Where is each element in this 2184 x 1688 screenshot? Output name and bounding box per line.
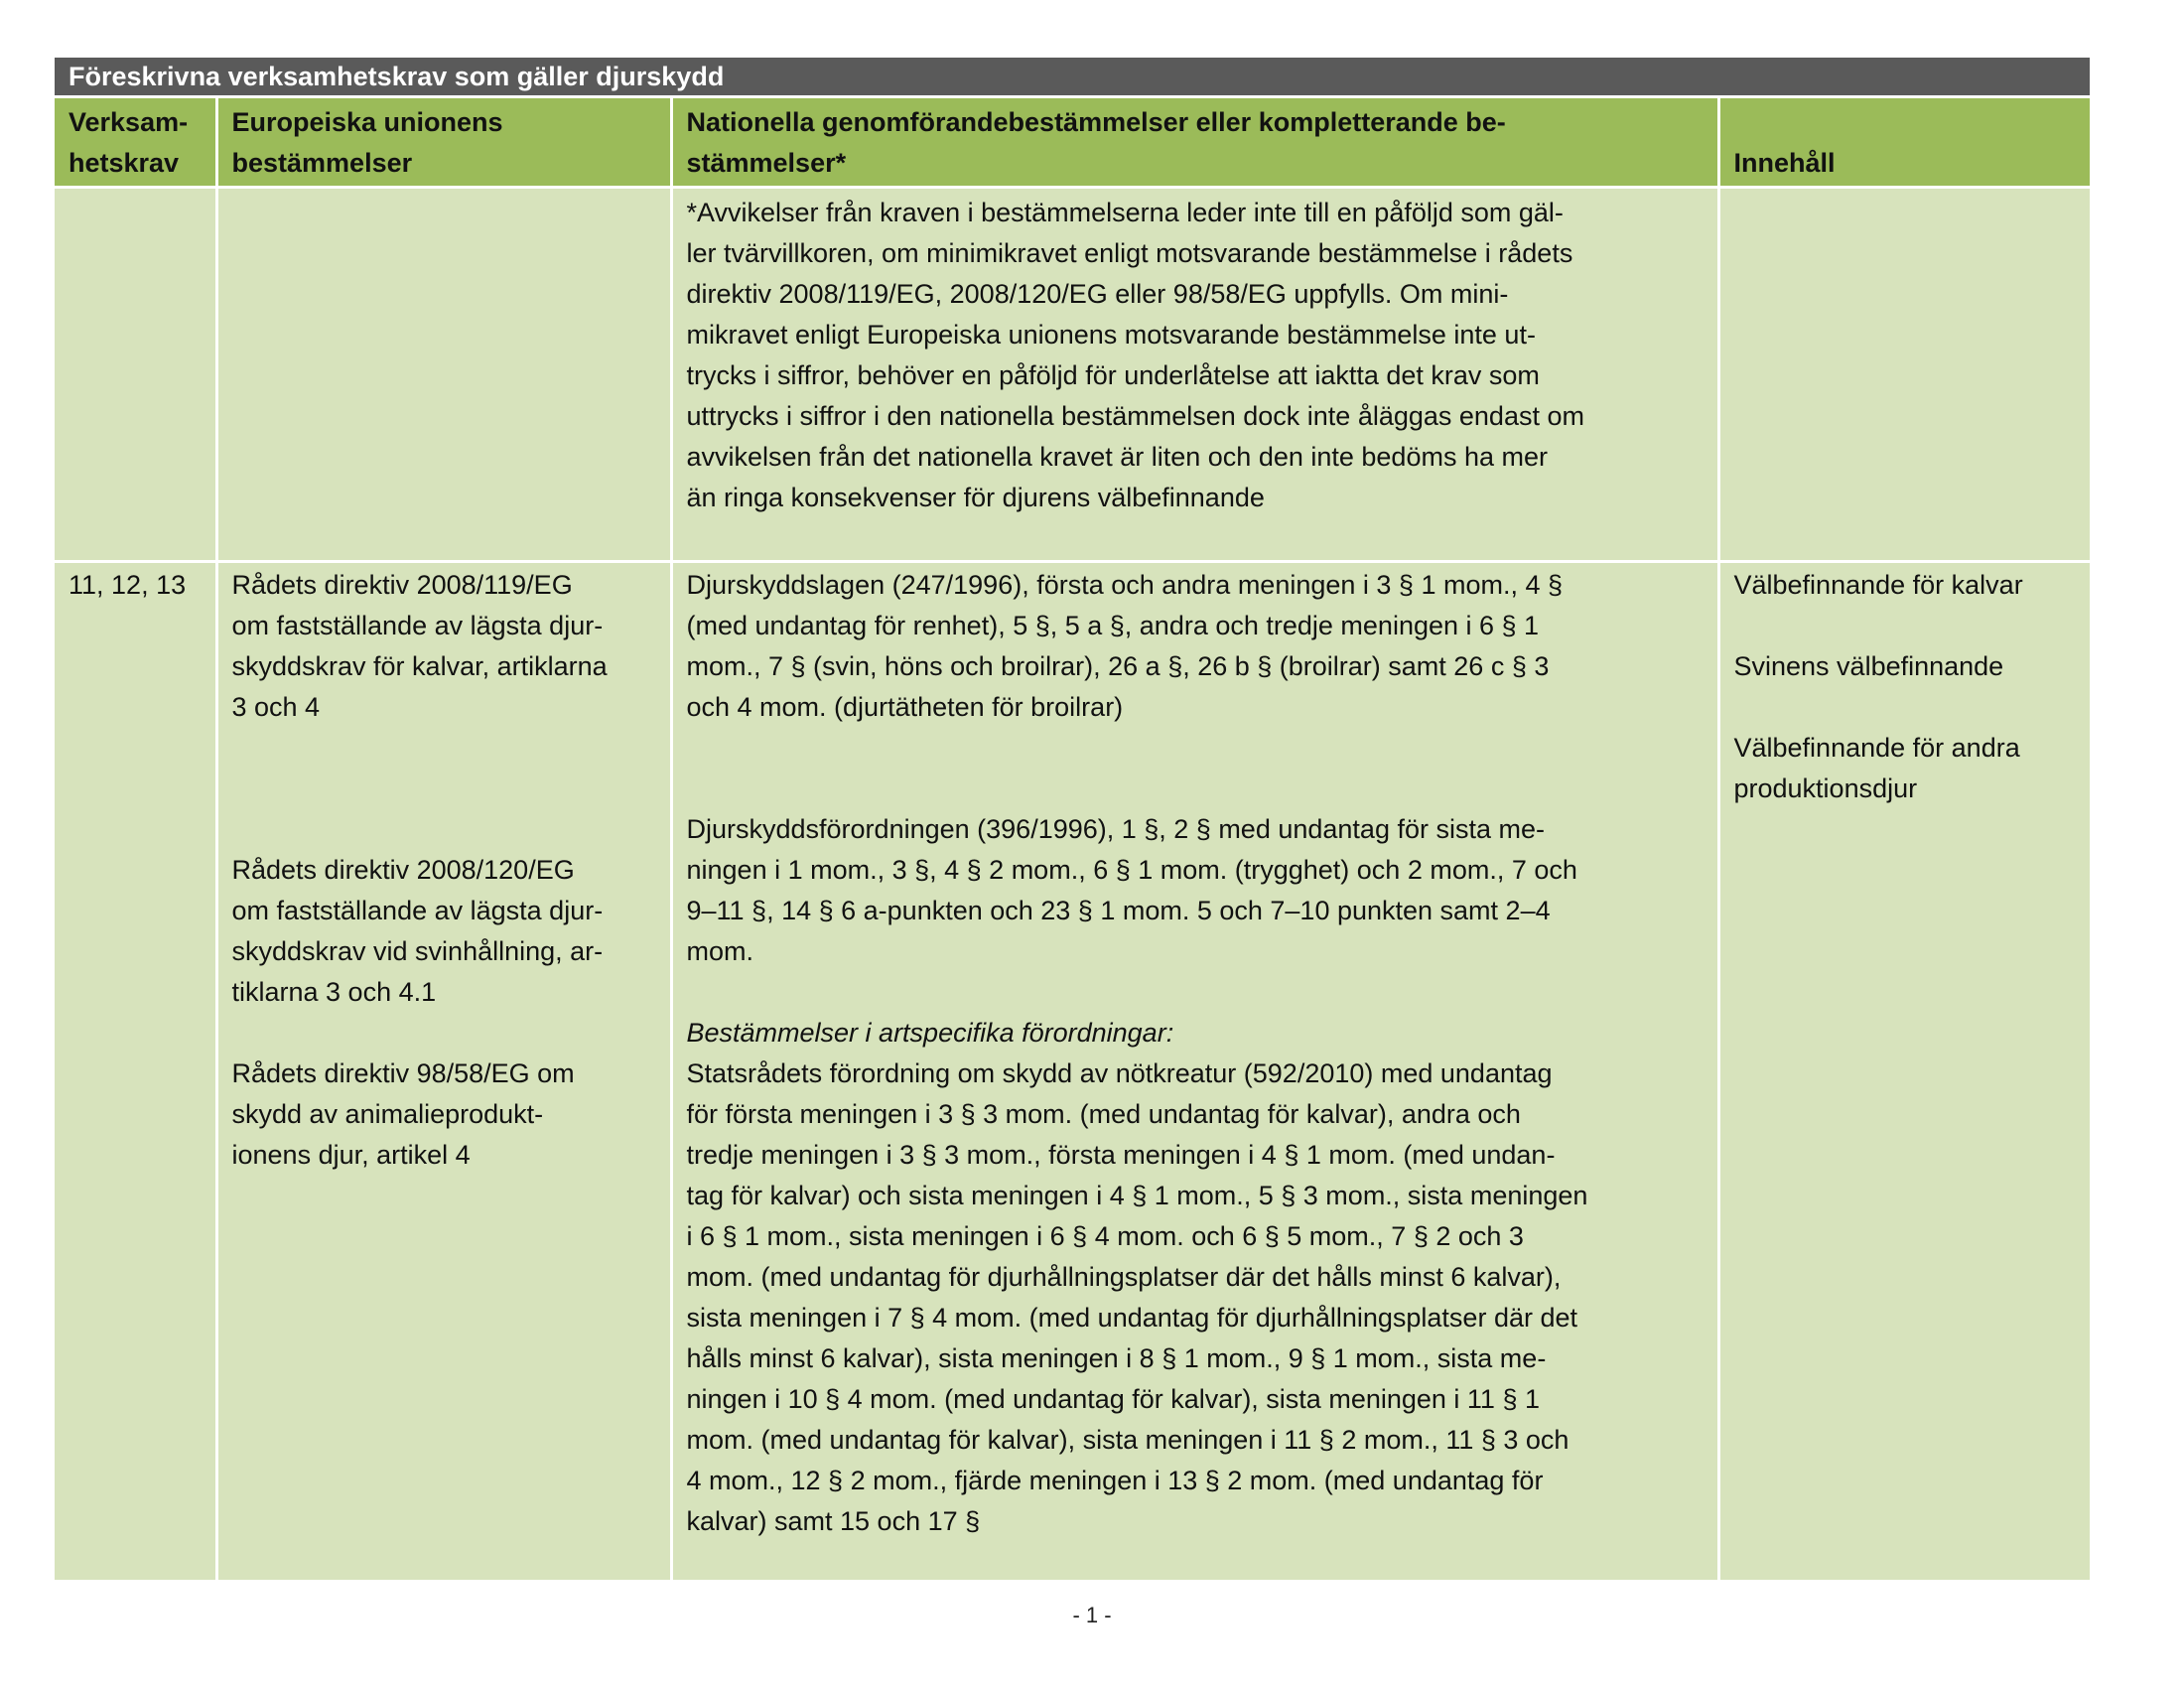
table-title-row [55,58,2090,97]
content-other-animals: Välbefinnande för andra produktionsdjur [1733,733,2020,803]
note-cell-empty-1 [55,188,216,562]
national-provisions-cell [671,562,1718,1582]
table-row [55,188,2090,562]
page-number: - 1 - [1072,1603,1112,1627]
eu-provisions-cell [216,562,671,1582]
eu-directive-pigs: Rådets direktiv 2008/120/EG om fastställande av lägsta djur- skyddskrav vid svinhållning, ar- tiklarna 3 och 4.1 [231,855,604,1007]
header-content: Innehåll [1718,97,2090,188]
national-cattle-decree: Statsrådets förordning om skydd av nötkreatur (592/2010) med undantag för första meningen i 3 § 3 mom. (med undantag för kalvar), andra och tredje meningen i 3 § 3 mom., första meningen i 4 § 1 mom. (med undan- tag för kalvar) och sista meningen i 4 § 1 mom., 5 § 3 mom., sista meningen i 6 § 1 mom., sista meningen i 6 § 4 mom. och 6 § 5 mom., 7 § 2 och 3 mom. (med undantag för djurhållningsplatser där det hålls minst 6 kalvar), sista meningen i 7 § 4 mom. (med undantag för djurhållningsplatser där det hålls minst 6 kalvar), sista meningen i 8 § 1 mom., 9 § 1 mom., sista me- ningen i 10 § 4 mom. (med undantag för kalvar), sista meningen i 11 § 1 mom. (med undantag för kalvar), sista meningen i 11 § 2 mom., 11 § 3 och 4 mom., 12 § 2 mom., fjärde meningen i 13 § 2 mom. (med undantag för kalvar) samt 15 och 17 § [686,1058,1588,1536]
eu-directive-calves: Rådets direktiv 2008/119/EG om fastställande av lägsta djur- skyddskrav för kalvar, artiklarna 3 och 4 [231,570,608,722]
content-cell [1718,562,2090,1582]
table-header-row [55,97,2090,188]
national-animal-welfare-decree: Djurskyddsförordningen (396/1996), 1 §, 2 § med undantag för sista me- ningen i 1 mom., 3 §, 4 § 2 mom., 6 § 1 mom. (trygghet) och 2 mom., 7 och 9–11 §, 14 § 6 a-punkten och 23 § 1 mom. 5 och 7–10 punkten samt 2–4 mom. [686,814,1577,966]
note-cell-empty-2 [216,188,671,562]
header-eu-provisions: Europeiska unionens bestämmelser [216,97,671,188]
national-animal-welfare-act: Djurskyddslagen (247/1996), första och andra meningen i 3 § 1 mom., 4 § (med undantag för renhet), 5 §, 5 a §, andra och tredje meningen i 6 § 1 mom., 7 § (svin, höns och broilrar), 26 a §, 26 b § (broilrar) samt 26 c § 3 och 4 mom. (djurtätheten för broilrar) [686,570,1563,722]
header-national-provisions: Nationella genomförandebestämmelser eller kompletterande be- stämmelser* [671,97,1718,188]
species-specific-heading: Bestämmelser i artspecifika förordningar: [686,1018,1174,1048]
content-pigs: Svinens välbefinnande [1733,651,2004,681]
header-requirement: Verksam- hetskrav [55,97,216,188]
requirement-numbers: 11, 12, 13 [55,562,216,1582]
eu-directive-farm-animals: Rådets direktiv 98/58/EG om skydd av animalieprodukt- ionens djur, artikel 4 [231,1058,575,1170]
table-row [55,562,2090,1582]
content-calves: Välbefinnande för kalvar [1733,570,2023,600]
table-title: Föreskrivna verksamhetskrav som gäller djurskydd [55,58,2090,97]
note-text: *Avvikelser från kraven i bestämmelserna leder inte till en påföljd som gäl- ler tvärvillkoren, om minimikravet enligt motsvarande bestämmelse i rådets direktiv 2008/119/EG, 2008/120/EG eller 98/58/EG uppfylls. Om mini- mikravet enligt Europeiska unionens motsvarande bestämmelse inte ut- trycks i siffror, behöver en påföljd för underlåtelse att iaktta det krav som uttrycks i siffror i den nationella bestämmelsen dock inte åläggas endast om avvikelsen från det nationella kravet är liten och den inte bedöms ha mer än ringa konsekvenser för djurens välbefinnande [671,188,1718,562]
requirements-table [55,58,2090,1583]
note-cell-empty-4 [1718,188,2090,562]
